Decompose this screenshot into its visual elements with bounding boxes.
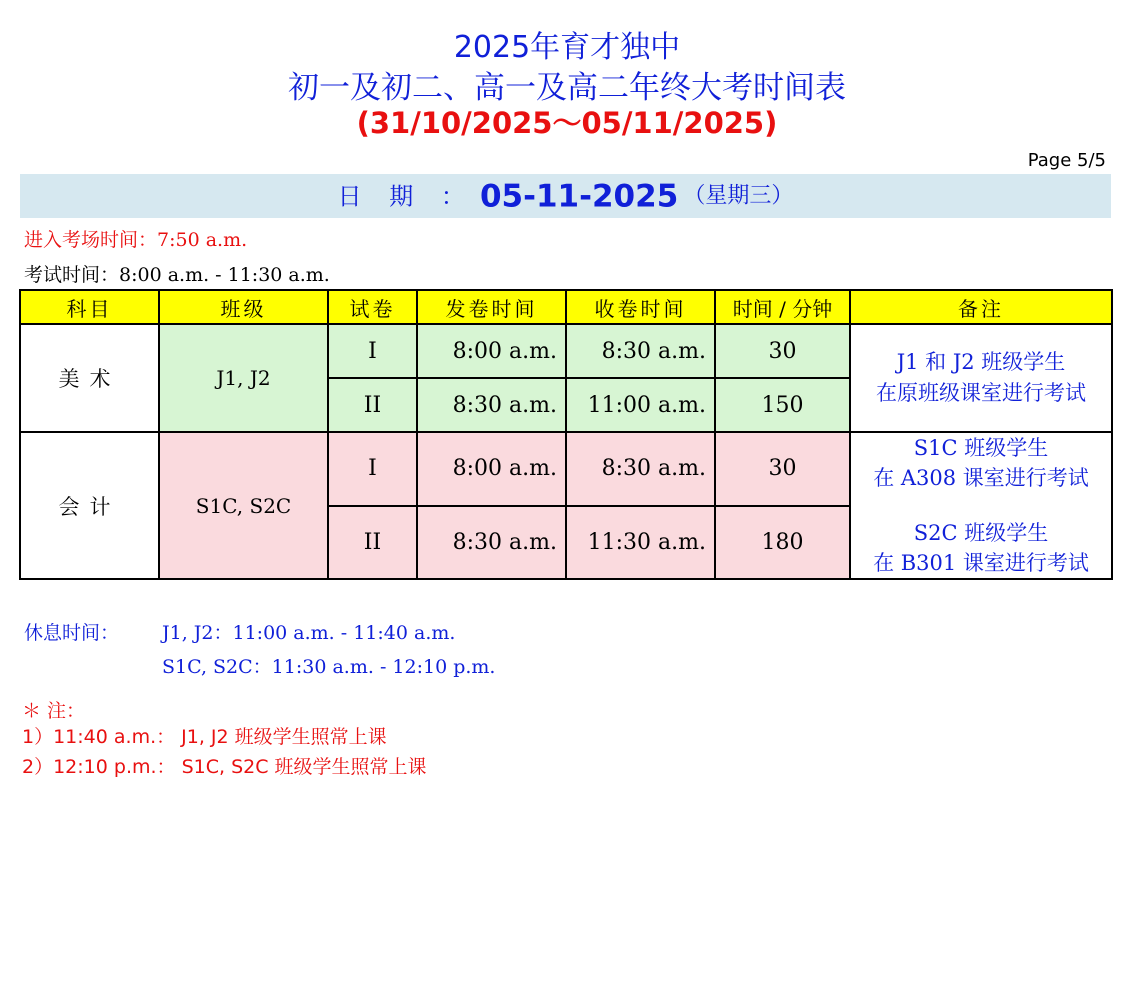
col-header-end: 收卷时间 bbox=[566, 290, 715, 324]
entry-time: 进入考场时间：7:50 a.m. bbox=[24, 229, 248, 251]
weekday: （星期三） bbox=[683, 183, 794, 209]
remarks-s2c-line2: 在 B301 课室进行考试 bbox=[873, 551, 1089, 575]
date-band bbox=[20, 174, 1111, 218]
date-label: 日 期 ： bbox=[337, 182, 475, 211]
minutes-cell: 180 bbox=[715, 506, 850, 580]
schedule-title: 初一及初二、高一及高二年终大考时间表 bbox=[288, 70, 846, 106]
remarks-s1c-line1: S1C 班级学生 bbox=[913, 436, 1049, 460]
subject-art: 美术 bbox=[20, 324, 159, 432]
paper-cell: I bbox=[328, 432, 417, 506]
col-header-paper: 试卷 bbox=[328, 290, 417, 324]
start-time-cell: 8:00 a.m. bbox=[417, 432, 566, 506]
end-time-cell: 11:30 a.m. bbox=[566, 506, 715, 580]
start-time-cell: 8:30 a.m. bbox=[417, 378, 566, 432]
school-title: 2025年育才独中 bbox=[453, 30, 681, 65]
classes-art: J1, J2 bbox=[159, 324, 328, 432]
subject-accounting: 会计 bbox=[20, 432, 159, 579]
note-item: 1）11:40 a.m.： J1, J2 班级学生照常上课 bbox=[22, 726, 387, 748]
rest-time-s: S1C, S2C：11:30 a.m. - 12:10 p.m. bbox=[162, 656, 496, 678]
end-time-cell: 11:00 a.m. bbox=[566, 378, 715, 432]
notes-heading: ＊ 注： bbox=[22, 700, 86, 722]
remarks-art-line1: J1 和 J2 班级学生 bbox=[896, 350, 1066, 374]
rest-label: 休息时间： bbox=[24, 622, 120, 644]
col-header-class: 班级 bbox=[159, 290, 328, 324]
classes-accounting: S1C, S2C bbox=[159, 432, 328, 579]
paper-cell: II bbox=[328, 506, 417, 580]
exam-timetable bbox=[19, 289, 1113, 580]
minutes-cell: 150 bbox=[715, 378, 850, 432]
col-header-start: 发卷时间 bbox=[417, 290, 566, 324]
remarks-accounting bbox=[850, 432, 1112, 579]
minutes-cell: 30 bbox=[715, 324, 850, 378]
date-range: (31/10/2025～05/11/2025) bbox=[356, 106, 778, 140]
table-row bbox=[20, 432, 1112, 506]
end-time-cell: 8:30 a.m. bbox=[566, 324, 715, 378]
end-time-cell: 8:30 a.m. bbox=[566, 432, 715, 506]
remarks-s2c-line1: S2C 班级学生 bbox=[913, 521, 1049, 545]
remarks-art bbox=[850, 324, 1112, 432]
exam-time: 考试时间：8:00 a.m. - 11:30 a.m. bbox=[24, 264, 330, 286]
col-header-remarks: 备注 bbox=[850, 290, 1112, 324]
table-header-row bbox=[20, 290, 1112, 324]
col-header-minutes: 时间 / 分钟 bbox=[715, 290, 850, 324]
start-time-cell: 8:30 a.m. bbox=[417, 506, 566, 580]
table-row bbox=[20, 324, 1112, 378]
page-number: Page 5/5 bbox=[1027, 150, 1106, 171]
start-time-cell: 8:00 a.m. bbox=[417, 324, 566, 378]
col-header-subject: 科目 bbox=[20, 290, 159, 324]
exam-date: 05-11-2025 bbox=[479, 178, 679, 215]
remarks-art-line2: 在原班级课室进行考试 bbox=[876, 381, 1086, 405]
rest-time-j: J1, J2：11:00 a.m. - 11:40 a.m. bbox=[162, 622, 456, 644]
paper-cell: II bbox=[328, 378, 417, 432]
note-item: 2）12:10 p.m.： S1C, S2C 班级学生照常上课 bbox=[22, 756, 427, 778]
remarks-s1c-line2: 在 A308 课室进行考试 bbox=[873, 466, 1089, 490]
minutes-cell: 30 bbox=[715, 432, 850, 506]
paper-cell: I bbox=[328, 324, 417, 378]
